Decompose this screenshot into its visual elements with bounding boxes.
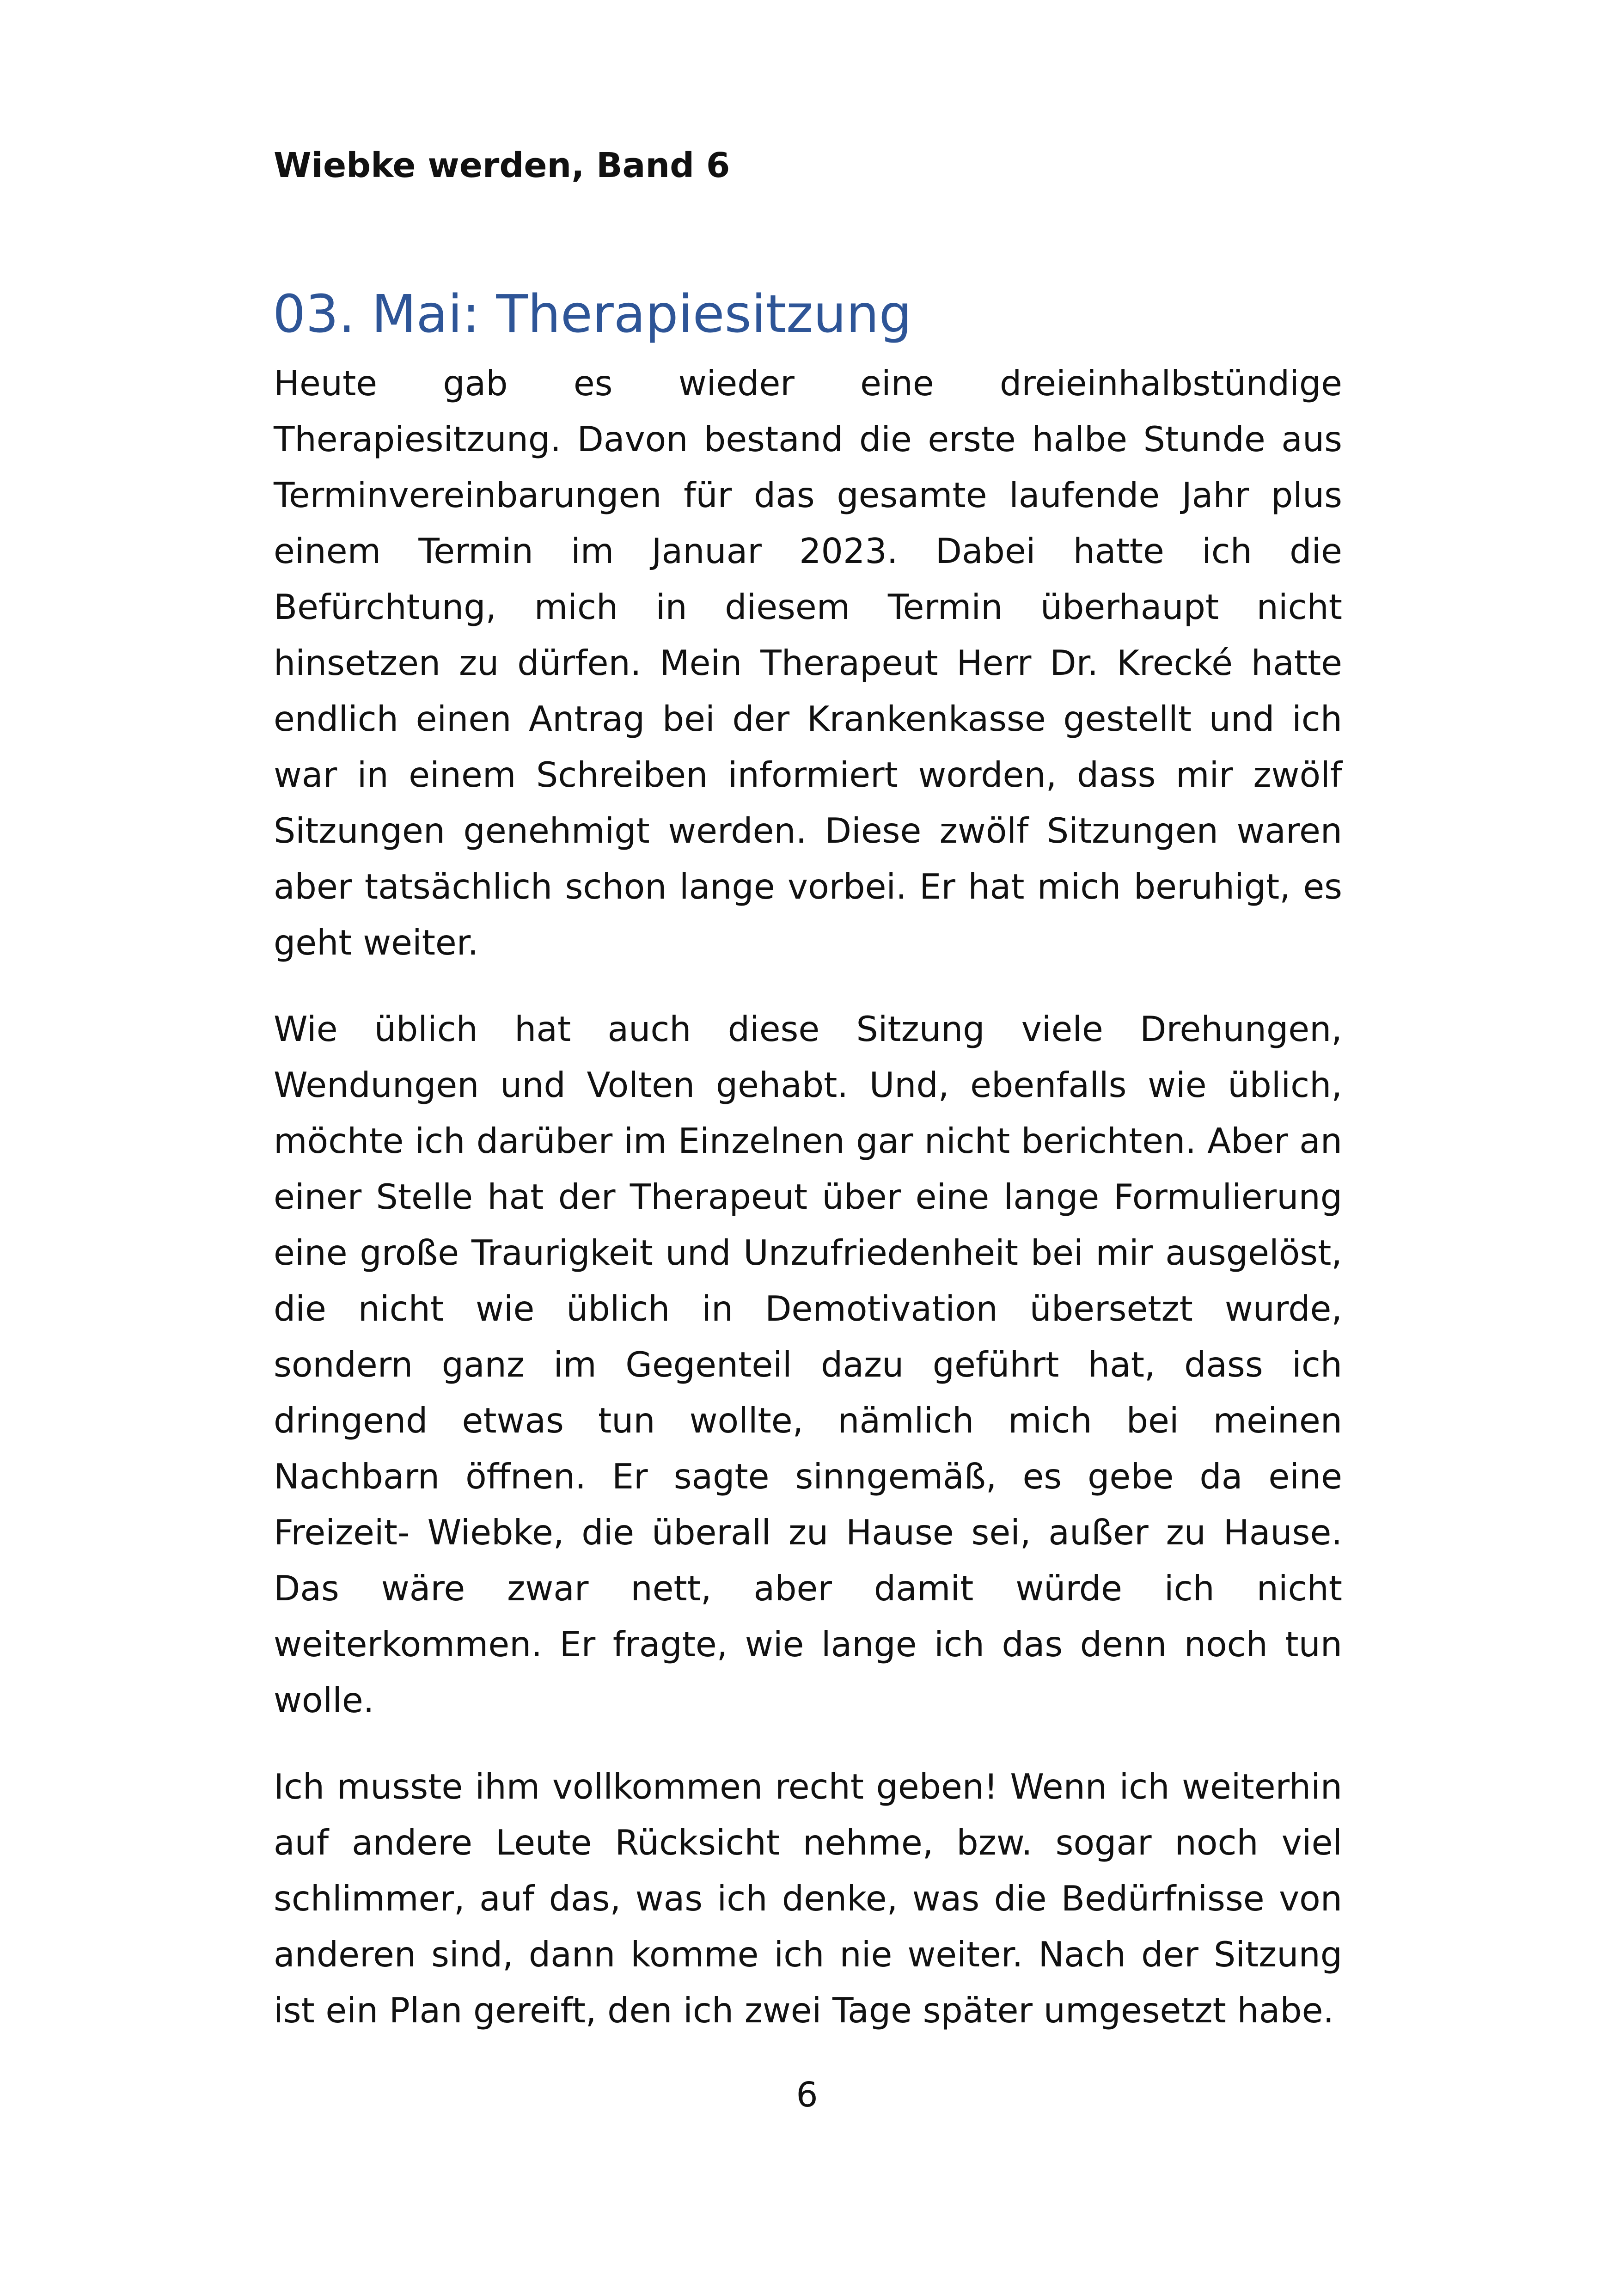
paragraph: Heute gab es wieder eine dreieinhalbstündige Therapiesitzung. Davon bestand die erste halbe Stunde aus Terminvereinbarungen für das gesamte laufende Jahr plus einem Termin im Januar 2023. Dabei hatte ich die Befürchtung, mich in diesem Termin überhaupt nicht hinsetzen zu dürfen. Mein Therapeut Herr Dr. Krecké hatte endlich einen Antrag bei der Krankenkasse gestellt und ich war in einem Schreiben informiert worden, dass mir zwölf Sitzungen genehmigt werden. Diese zwölf Sitzungen waren aber tatsächlich schon lange vorbei. Er hat mich beruhigt, es geht weiter. bbox=[274, 363, 1342, 963]
paragraph: Ich musste ihm vollkommen recht geben! Wenn ich weiterhin auf andere Leute Rücksicht nehme, bzw. sogar noch viel schlimmer, auf das, was ich denke, was die Bedürfnisse von anderen sind, dann komme ich nie weiter. Nach der Sitzung ist ein Plan gereift, den ich zwei Tage später umgesetzt habe. bbox=[274, 1767, 1342, 2031]
page-number: 6 bbox=[796, 2075, 818, 2115]
chapter-heading: 03. Mai: Therapiesitzung bbox=[273, 284, 912, 344]
body-text bbox=[274, 355, 1342, 2039]
running-header: Wiebke werden, Band 6 bbox=[274, 146, 730, 185]
paragraph: Wie üblich hat auch diese Sitzung viele Drehungen, Wendungen und Volten gehabt. Und, ebenfalls wie üblich, möchte ich darüber im Einzelnen gar nicht berichten. Aber an einer Stelle hat der Therapeut über eine lange Formulierung eine große Traurigkeit und Unzufriedenheit bei mir ausgelöst, die nicht wie üblich in Demotivation übersetzt wurde, sondern ganz im Gegenteil dazu geführt hat, dass ich dringend etwas tun wollte, nämlich mich bei meinen Nachbarn öffnen. Er sagte sinngemäß, es gebe da eine Freizeit- Wiebke, die überall zu Hause sei, außer zu Hause. Das wäre zwar nett, aber damit würde ich nicht weiterkommen. Er fragte, wie lange ich das denn noch tun wolle. bbox=[274, 1009, 1342, 1720]
